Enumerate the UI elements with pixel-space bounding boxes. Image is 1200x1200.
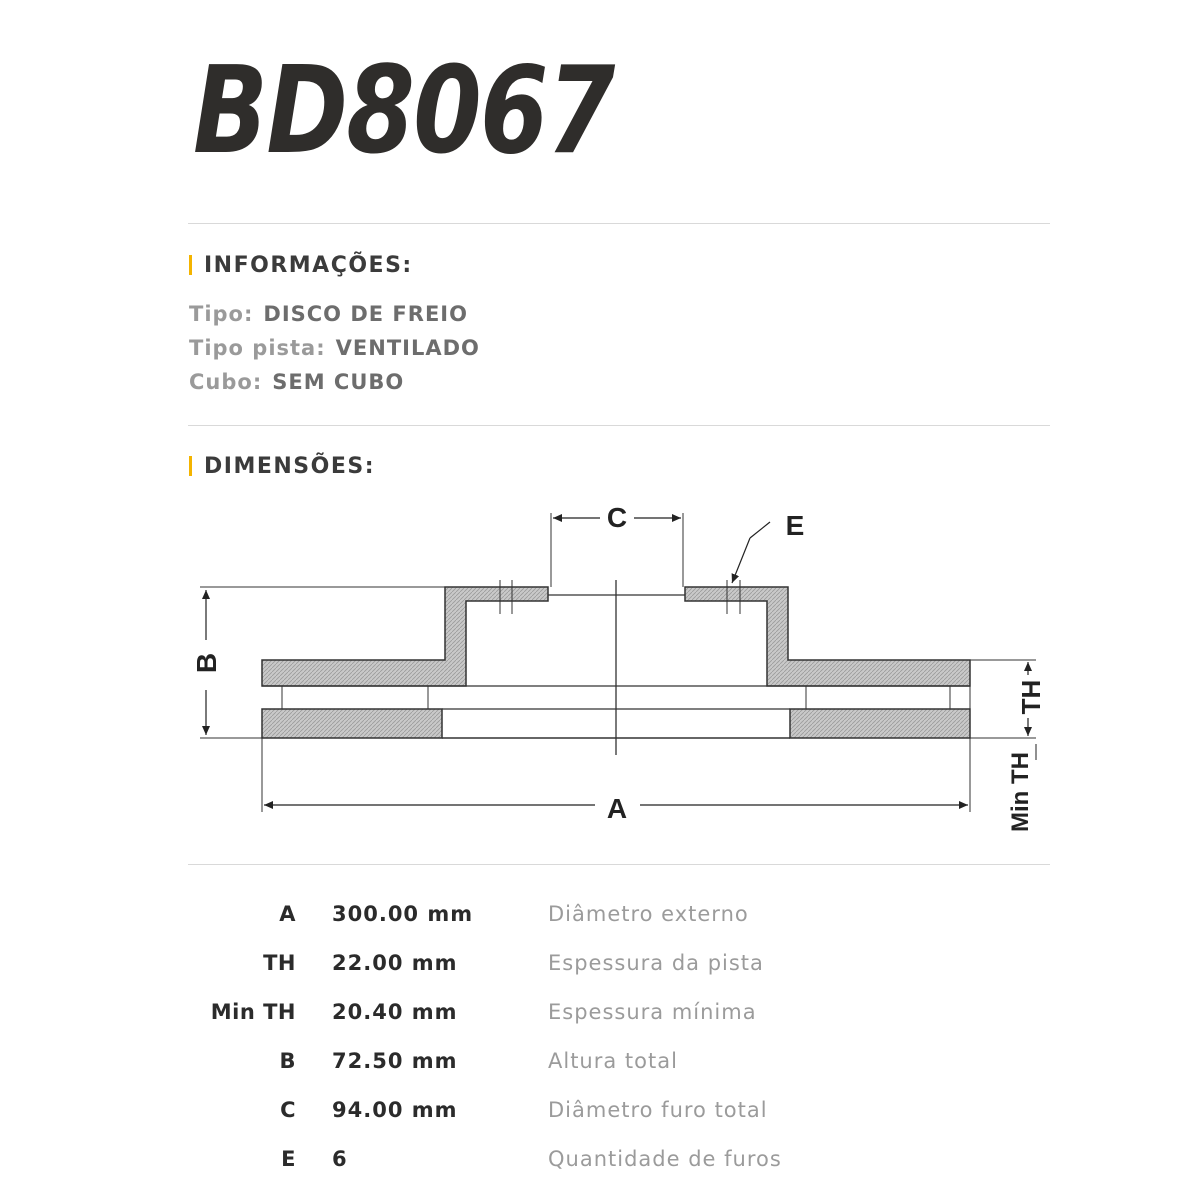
dimension-row-min-th (0, 1000, 1200, 1030)
dimension-key: TH (263, 951, 296, 975)
info-title-text: INFORMAÇÕES: (204, 253, 413, 278)
dimension-key: E (281, 1147, 296, 1171)
dimension-description: Espessura mínima (548, 1000, 757, 1024)
dim-label-e: E (785, 510, 805, 541)
dimension-value: 94.00 mm (332, 1098, 458, 1122)
dimension-value: 72.50 mm (332, 1049, 458, 1073)
dimension-key: A (279, 902, 296, 926)
dimension-row-a (0, 902, 1200, 932)
dimension-value: 300.00 mm (332, 902, 474, 926)
dimension-description: Espessura da pista (548, 951, 764, 975)
dimension-value: 6 (332, 1147, 348, 1171)
dimension-value: 20.40 mm (332, 1000, 458, 1024)
info-value: VENTILADO (335, 336, 480, 360)
dim-label-th: TH (1016, 679, 1046, 715)
dimension-description: Diâmetro furo total (548, 1098, 768, 1122)
dimension-key: C (280, 1098, 296, 1122)
dim-label-c: C (606, 502, 628, 533)
dim-e-leader-h (750, 522, 770, 538)
part-code-title: BD8067 (193, 42, 614, 181)
upper-disc-section-right (685, 587, 970, 686)
info-value: SEM CUBO (272, 370, 405, 394)
dim-label-b: B (191, 652, 222, 674)
dimension-row-c (0, 1098, 1200, 1128)
dim-label-a: A (606, 793, 628, 824)
info-label: Tipo pista: (189, 336, 326, 360)
dimensions-title-text: DIMENSÕES: (204, 454, 375, 479)
dimension-row-b (0, 1049, 1200, 1079)
info-value: DISCO DE FREIO (263, 302, 468, 326)
divider-bottom (188, 864, 1050, 865)
dim-e-leader (732, 538, 750, 583)
dimension-row-e (0, 1147, 1200, 1177)
dim-label-min-th: Min TH (1007, 752, 1034, 832)
dimension-row-th (0, 951, 1200, 981)
dimension-description: Altura total (548, 1049, 678, 1073)
dimension-key: Min TH (210, 1000, 296, 1024)
info-label: Tipo: (189, 302, 254, 326)
lower-ring-right (790, 709, 970, 738)
lower-ring-left (262, 709, 442, 738)
dimension-description: Quantidade de furos (548, 1147, 782, 1171)
upper-disc-section (262, 587, 548, 686)
dimension-value: 22.00 mm (332, 951, 458, 975)
info-label: Cubo: (189, 370, 263, 394)
dimension-key: B (279, 1049, 296, 1073)
dimension-description: Diâmetro externo (548, 902, 749, 926)
